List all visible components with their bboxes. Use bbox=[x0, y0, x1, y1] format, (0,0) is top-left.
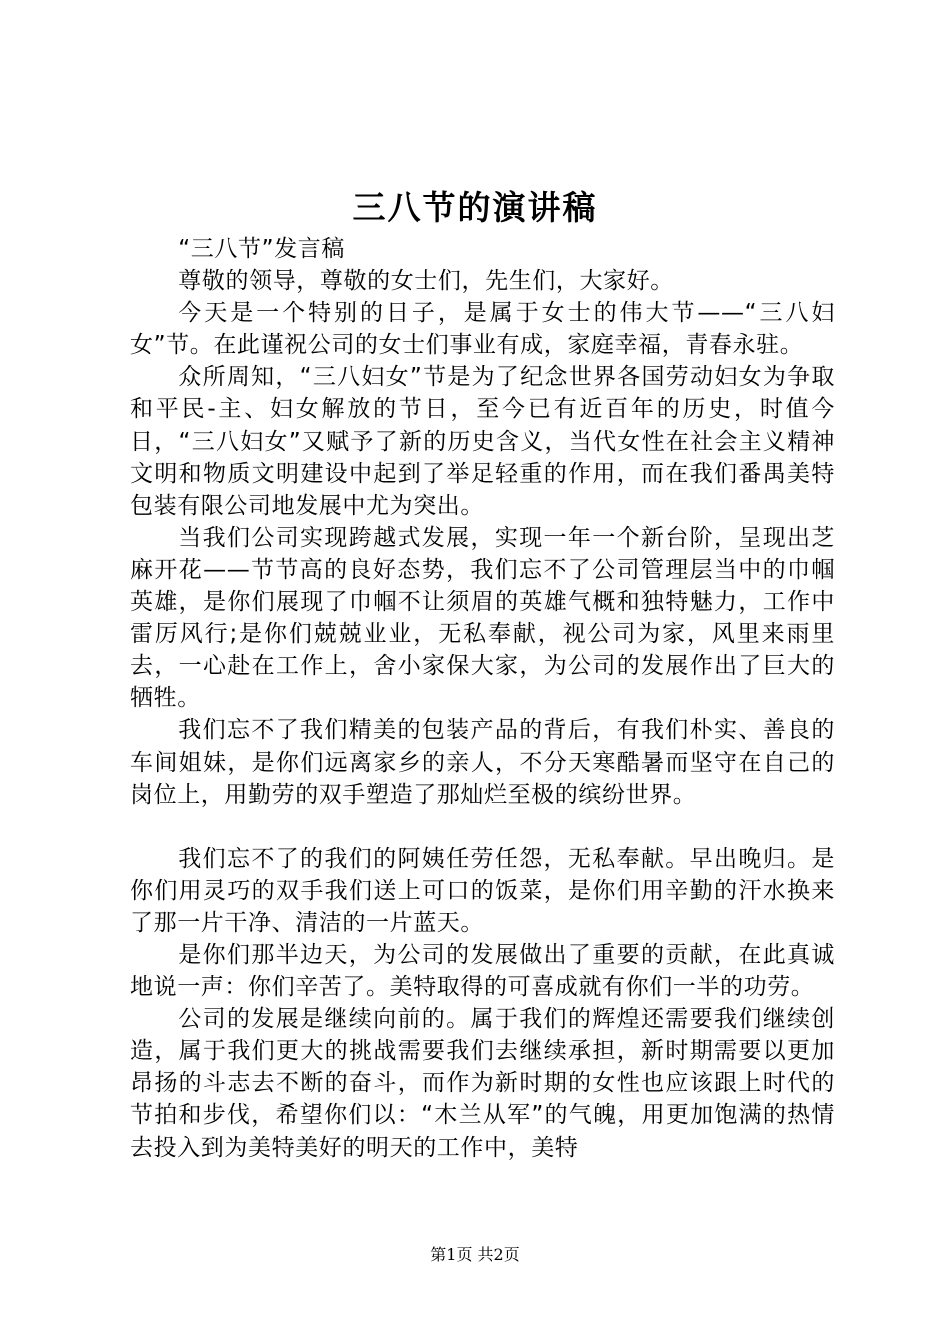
paragraph: 公司的发展是继续向前的。属于我们的辉煌还需要我们继续创造，属于我们更大的挑战需要我们去继续承担，新时期需要以更加昂扬的斗志去不断的奋斗，而作为新时期的女性也应该跟上时代的节拍和步伐，希望你们以：“木兰从军”的气魄，用更加饱满的热情去投入到为美特美好的明天的工作中，美特 bbox=[130, 1006, 835, 1161]
paragraph: 众所周知，“三八妇女”节是为了纪念世界各国劳动妇女为争取和平民-主、妇女解放的节日，至今已有近百年的历史，时值今日，“三八妇女”又赋予了新的历史含义，当代女性在社会主义精神文明和物质文明建设中起到了举足轻重的作用，而在我们番禺美特包装有限公司地发展中尤为突出。 bbox=[130, 364, 835, 519]
paragraph: 我们忘不了我们精美的包装产品的背后，有我们朴实、善良的车间姐妹，是你们远离家乡的亲人，不分天寒酷暑而坚守在自己的岗位上，用勤劳的双手塑造了那灿烂至极的缤纷世界。 bbox=[130, 717, 835, 808]
paragraph: 今天是一个特别的日子，是属于女士的伟大节——“三八妇女”节。在此谨祝公司的女士们事业有成，家庭幸福，青春永驻。 bbox=[130, 300, 835, 359]
paragraph-greeting: 尊敬的领导，尊敬的女士们，先生们，大家好。 bbox=[178, 268, 674, 295]
paragraph: 当我们公司实现跨越式发展，实现一年一个新台阶，呈现出芝麻开花——节节高的良好态势，我们忘不了公司管理层当中的巾帼英雄，是你们展现了巾帼不让须眉的英雄气概和独特魅力，工作中雷厉风行;是你们兢兢业业，无私奉献，视公司为家，风里来雨里去，一心赴在工作上，舍小家保大家，为公司的发展作出了巨大的牺牲。 bbox=[130, 524, 835, 712]
document-body bbox=[130, 233, 835, 1164]
paragraph: 我们忘不了的我们的阿姨任劳任怨，无私奉献。早出晚归。是你们用灵巧的双手我们送上可口的饭菜，是你们用辛勤的汗水换来了那一片干净、清洁的一片蓝天。 bbox=[130, 845, 835, 936]
page-number-footer: 第1页 共2页 bbox=[430, 1245, 520, 1264]
document-title: 三八节的演讲稿 bbox=[352, 188, 598, 227]
paragraph: 是你们那半边天，为公司的发展做出了重要的贡献，在此真诚地说一声：你们辛苦了。美特取得的可喜成就有你们一半的功劳。 bbox=[130, 941, 835, 1001]
paragraph-heading: “三八节”发言稿 bbox=[178, 236, 345, 262]
